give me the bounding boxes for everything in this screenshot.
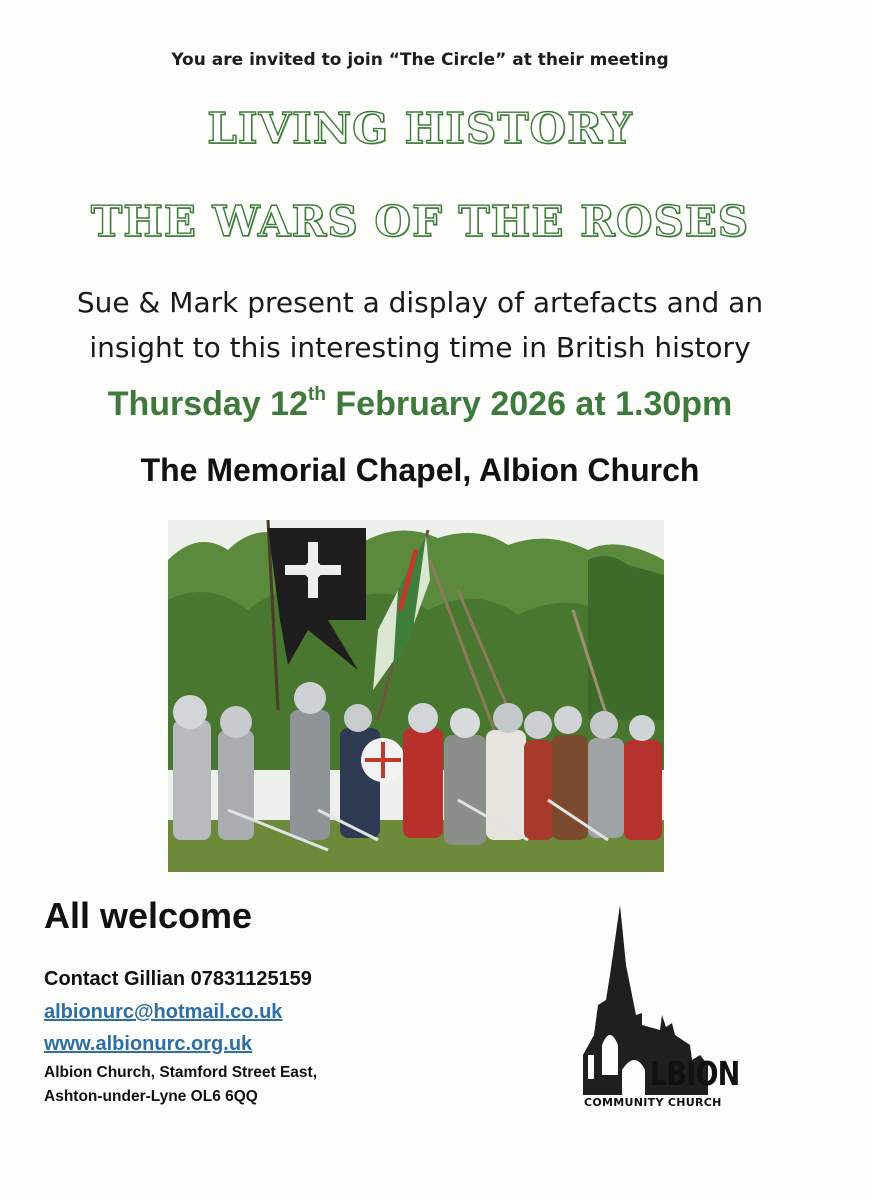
email-link[interactable]: albionurc@hotmail.co.uk <box>44 1001 283 1023</box>
event-description <box>0 280 840 370</box>
description-line-2: insight to this interesting time in British history <box>89 331 751 364</box>
address-line-2: Ashton-under-Lyne OL6 6QQ <box>44 1088 258 1105</box>
date-ordinal: th <box>308 384 326 405</box>
address-line-1: Albion Church, Stamford Street East, <box>44 1064 318 1081</box>
title-living-history: LIVING HISTORY <box>207 104 633 153</box>
description-line-1: Sue & Mark present a display of artefacts and an <box>76 286 764 319</box>
website-link[interactable]: www.albionurc.org.uk <box>44 1033 253 1055</box>
invitation-line: You are invited to join “The Circle” at their meeting <box>171 50 669 70</box>
event-venue: The Memorial Chapel, Albion Church <box>140 452 700 488</box>
logo-wordmark: LBION <box>650 1054 740 1093</box>
contact-line: Contact Gillian 07831125159 <box>44 968 312 990</box>
title-wars-of-the-roses: THE WARS OF THE ROSES <box>90 197 750 246</box>
date-rest: February 2026 at 1.30pm <box>325 385 733 423</box>
logo-subtitle: COMMUNITY CHURCH <box>584 1096 722 1109</box>
event-date <box>0 384 840 424</box>
all-welcome-heading: All welcome <box>44 895 253 936</box>
battle-reenactment-photo <box>168 520 664 872</box>
date-day: Thursday 12 <box>107 385 309 423</box>
